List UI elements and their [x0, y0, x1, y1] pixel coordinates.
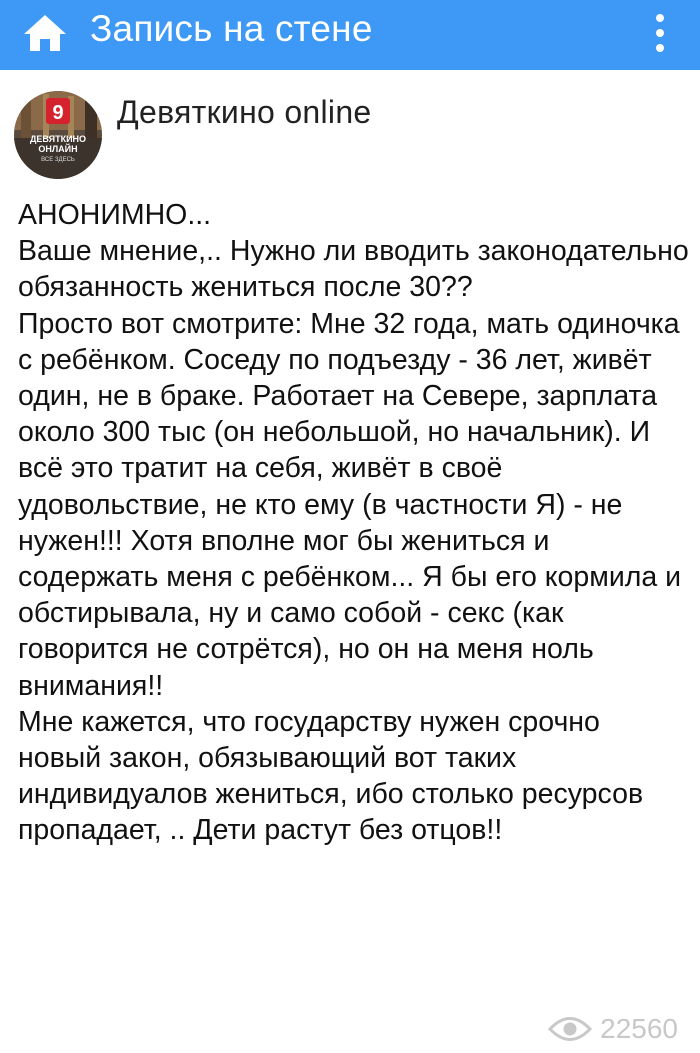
- avatar[interactable]: [13, 90, 103, 180]
- svg-text:ДЕВЯТКИНО: ДЕВЯТКИНО: [29, 134, 87, 144]
- post-text: [18, 197, 690, 849]
- page-title: Запись на стене: [90, 8, 373, 49]
- svg-text:9: 9: [52, 102, 64, 124]
- top-app-bar: [0, 0, 700, 70]
- post-paragraph: Просто вот смотрите: Мне 32 года, мать одиночка с ребёнком. Соседу по подъезду - 36 лет, живёт один, не в браке. Работает на Севере, зарплата около 300 тыс (он небольшой, но начальник). И всё это тратит на себя, живёт в своё удовольствие, не кто ему (в частности Я) - не нужен!!! Хотя вполне мог бы жениться и содержать меня с ребёнком... Я бы его кормила и обстирывала, ну и само собой - секс (как говорится не сотрётся), но он на меня ноль внимания!!: [18, 307, 682, 702]
- author-name[interactable]: Девяткино online: [117, 94, 372, 130]
- views-count: 22560: [600, 1013, 678, 1044]
- post-header: [0, 70, 700, 190]
- eye-icon: [548, 1014, 592, 1044]
- vertical-dots-icon[interactable]: [648, 10, 672, 56]
- svg-text:ОНЛАЙН: ОНЛАЙН: [38, 144, 78, 154]
- post-paragraph: Мне кажется, что государству нужен срочно новый закон, обязывающий вот таких индивидуалов жениться, ибо столько ресурсов пропадает, .. Дети растут без отцов!!: [18, 705, 644, 847]
- home-icon[interactable]: [22, 13, 68, 53]
- post-paragraph: АНОНИМНО... Ваше мнение,.. Нужно ли вводить законодательно обязанность жениться после 30??: [18, 199, 689, 304]
- views-counter: [548, 1012, 678, 1046]
- svg-text:ВСЕ ЗДЕСЬ: ВСЕ ЗДЕСЬ: [41, 157, 75, 163]
